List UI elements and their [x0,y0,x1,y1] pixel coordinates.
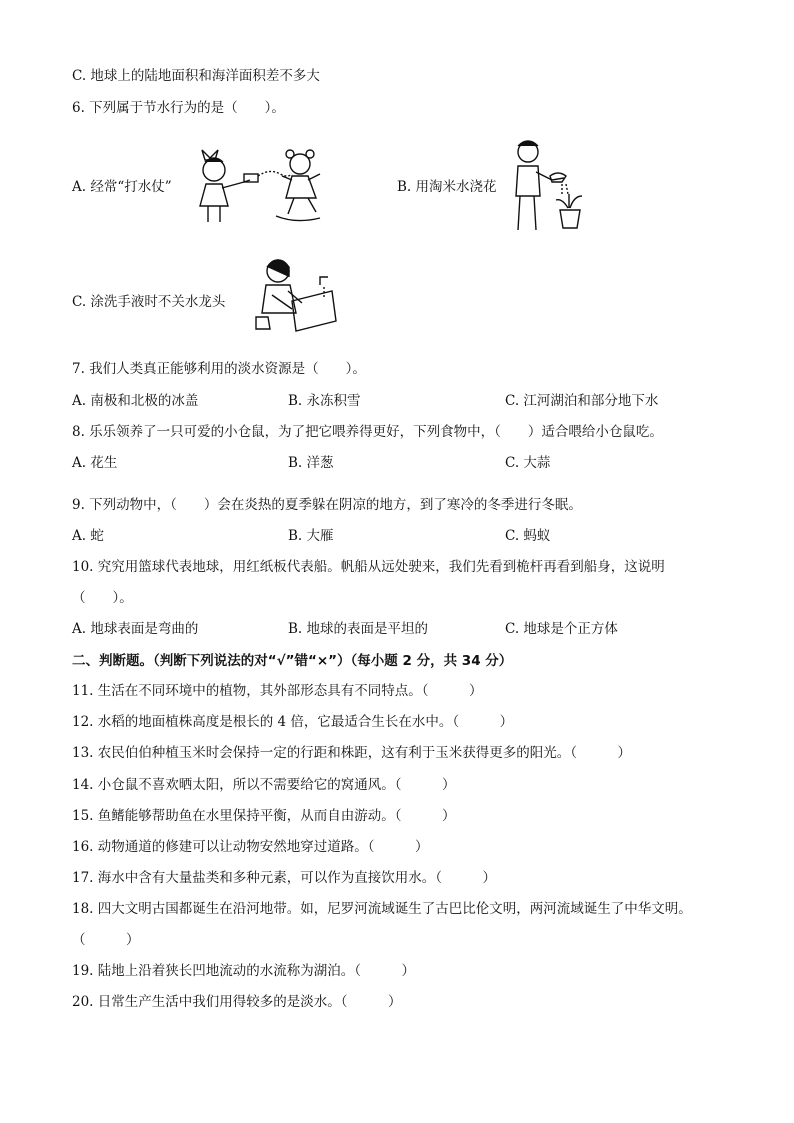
q6-option-b: B. 用淘米水浇花 [397,179,497,195]
judge-item-20: 20. 日常生产生活中我们用得较多的是淡水。（ ） [72,994,402,1010]
q8-option-c: C. 大蒜 [505,455,551,471]
q9-option-c: C. 蚂蚁 [505,528,551,544]
judge-item-17: 17. 海水中含有大量盐类和多种元素，可以作为直接饮用水。（ ） [72,870,497,886]
q6-option-a: A. 经常“打水仗” [72,179,172,195]
q8-option-b: B. 洋葱 [288,455,334,471]
q7-option-c: C. 江河湖泊和部分地下水 [505,393,659,409]
soap-bottle-icon [256,317,270,329]
judge-item-14: 14. 小仓鼠不喜欢晒太阳，所以不需要给它的窝通风。（ ） [72,777,456,793]
q10-option-a: A. 地球表面是弯曲的 [72,621,199,637]
q8-option-a: A. 花生 [72,455,118,471]
judge-item-15: 15. 鱼鳍能够帮助鱼在水里保持平衡，从而自由游动。（ ） [72,808,456,824]
q9-option-a: A. 蛇 [72,528,104,544]
water-fight-illustration [196,140,334,226]
q10-stem-line1: 10. 究究用篮球代表地球，用红纸板代表船。帆船从远处驶来，我们先看到桅杆再看到船身，这说明 [72,559,665,575]
sink-icon [292,291,336,331]
q6-stem: 6. 下列属于节水行为的是（ ）。 [72,100,285,116]
q6-option-c: C. 涂洗手液时不关水龙头 [72,294,226,310]
q7-stem: 7. 我们人类真正能够利用的淡水资源是（ ）。 [72,361,366,377]
q10-option-c: C. 地球是个正方体 [505,621,618,637]
judge-item-19: 19. 陆地上沿着狭长凹地流动的水流称为湖泊。（ ） [72,963,416,979]
q7-option-b: B. 永冻积雪 [288,393,361,409]
q9-stem: 9. 下列动物中，（ ）会在炎热的夏季躲在阴凉的地方，到了寒冷的冬季进行冬眠。 [72,497,582,513]
judge-item-13: 13. 农民伯伯种植玉米时会保持一定的行距和株距，这有利于玉米获得更多的阳光。（ ） [72,745,632,761]
q10-stem-line2: （ ）。 [72,590,133,606]
q8-stem: 8. 乐乐领养了一只可爱的小仓鼠，为了把它喂养得更好，下列食物中，（ ）适合喂给小仓鼠吃。 [72,424,663,440]
washing-hands-illustration [248,255,340,335]
flower-pot-icon [560,210,580,228]
judge-item-18: 18. 四大文明古国都诞生在沿河地带。如，尼罗河流域诞生了古巴比伦文明，两河流域诞生了中华文明。 [72,901,692,917]
judge-item-16: 16. 动物通道的修建可以让动物安然地穿过道路。（ ） [72,839,429,855]
judge-item-18-bracket: （ ） [72,932,140,948]
section2-title: 二、判断题。（判断下列说法的对“√”错“×”）（每小题 2 分，共 34 分） [72,653,513,669]
q7-option-a: A. 南极和北极的冰盖 [72,393,199,409]
faucet-icon [320,277,328,285]
q9-option-b: B. 大雁 [288,528,334,544]
watering-plant-illustration [506,138,588,234]
judge-item-11: 11. 生活在不同环境中的植物，其外部形态具有不同特点。（ ） [72,683,483,699]
q5-option-c: C. 地球上的陆地面积和海洋面积差不多大 [72,68,320,84]
q10-option-b: B. 地球的表面是平坦的 [288,621,429,637]
judge-item-12: 12. 水稻的地面植株高度是根长的 4 倍，它最适合生长在水中。（ ） [72,714,514,730]
